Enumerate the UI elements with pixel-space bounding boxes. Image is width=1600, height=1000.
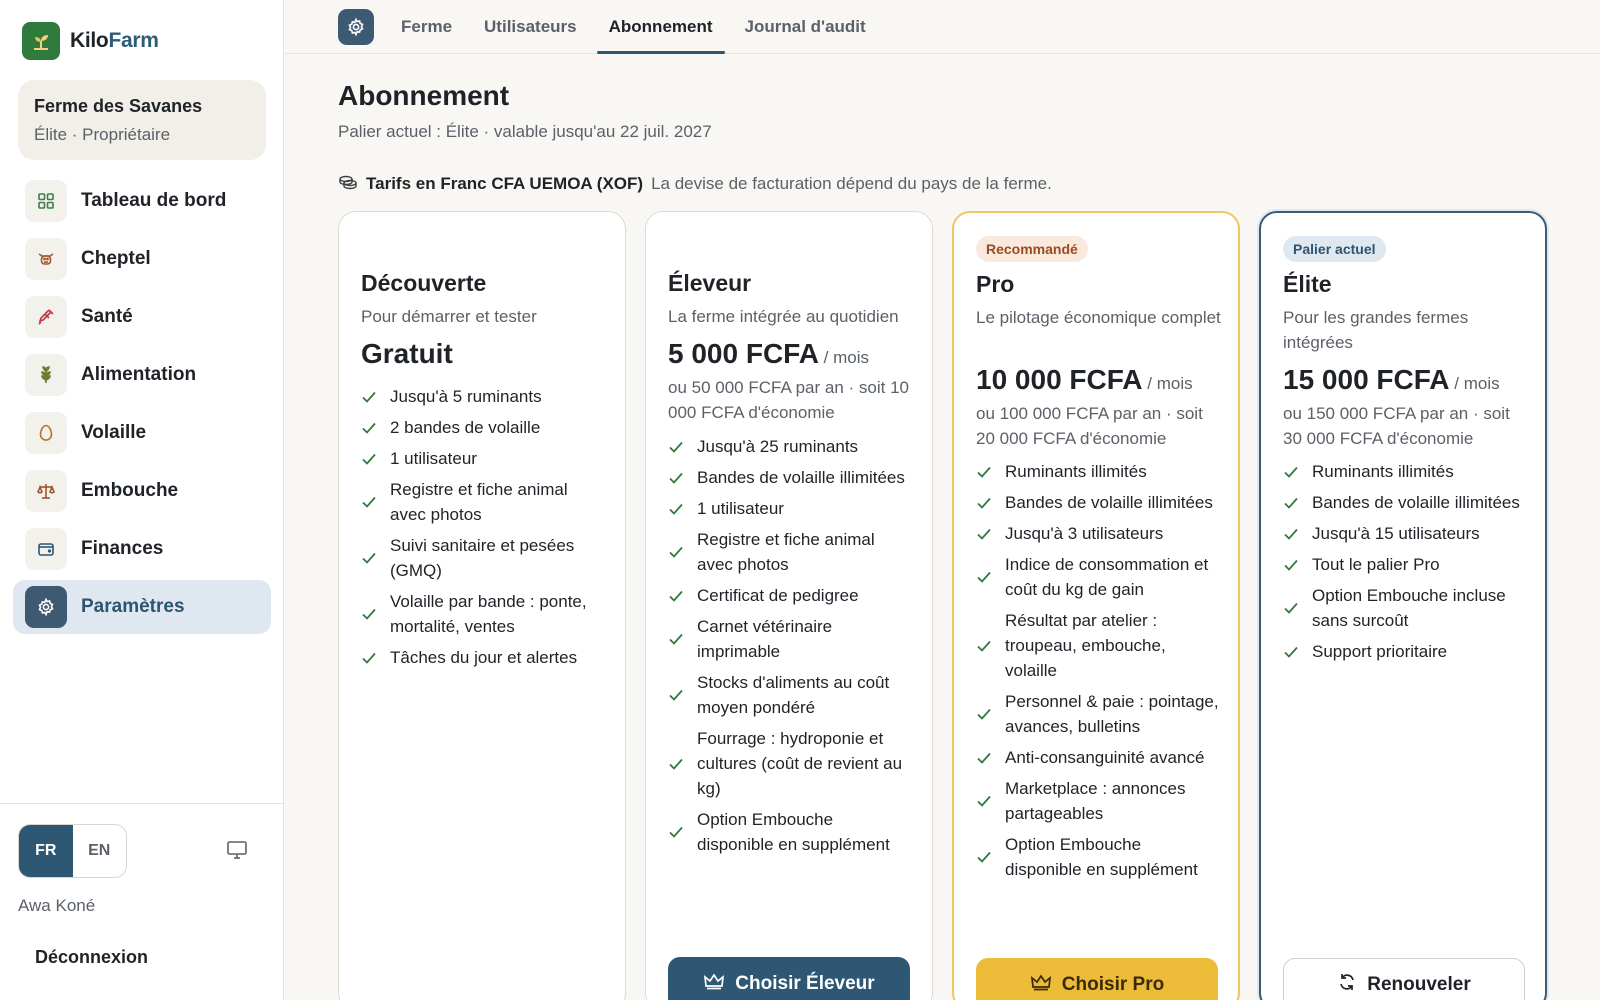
feature-item: [976, 689, 1222, 739]
feature-text: Jusqu'à 3 utilisateurs: [1005, 524, 1164, 543]
feature-item: [1283, 552, 1529, 577]
sidebar: [0, 0, 284, 1000]
currency-note: La devise de facturation dépend du pays de la ferme.: [651, 173, 1052, 193]
feature-text: 1 utilisateur: [390, 449, 477, 468]
feature-text: Suivi sanitaire et pesées (GMQ): [390, 536, 575, 580]
check-icon: [1283, 527, 1301, 541]
check-icon: [668, 471, 686, 485]
check-icon: [668, 757, 686, 771]
monitor-icon[interactable]: [226, 840, 248, 865]
feature-list: [361, 384, 607, 676]
dashboard-grid-icon: [25, 180, 67, 222]
plan-price: 10 000 FCFA / mois: [976, 364, 1193, 395]
plan-card-decouverte: [338, 211, 626, 1000]
tabs: [385, 0, 882, 54]
plan-name: Découverte: [361, 270, 487, 296]
tab-ferme[interactable]: Ferme: [401, 17, 453, 36]
check-icon: [976, 639, 994, 653]
feature-text: Stocks d'aliments au coût moyen pondéré: [697, 673, 890, 717]
sidebar-item-cheptel[interactable]: [13, 232, 271, 286]
feature-item: [668, 465, 914, 490]
cow-icon: [25, 238, 67, 280]
feature-text: Option Embouche incluse sans surcoût: [1312, 586, 1506, 630]
gear-icon: [338, 9, 374, 45]
language-switcher: [18, 824, 127, 878]
sidebar-footer: [0, 803, 284, 1000]
check-icon: [361, 607, 379, 621]
sidebar-item-label: Volaille: [81, 422, 147, 443]
feature-item: [976, 490, 1222, 515]
feature-text: Option Embouche disponible en supplément: [697, 810, 890, 854]
feature-item: [976, 552, 1222, 602]
feature-text: Ruminants illimités: [1312, 462, 1454, 481]
page-title: Abonnement: [338, 80, 510, 111]
currency-notice: [338, 172, 1052, 195]
plan-price: 15 000 FCFA / mois: [1283, 364, 1500, 395]
feature-item: [668, 726, 914, 801]
check-icon: [668, 545, 686, 559]
plan-tagline: Le pilotage économique complet: [976, 308, 1221, 327]
logout-button[interactable]: Déconnexion: [35, 947, 149, 967]
feature-item: [668, 807, 914, 857]
feature-item: [1283, 490, 1529, 515]
plan-tagline: Pour les grandes fermes intégrées: [1283, 308, 1469, 352]
check-icon: [668, 440, 686, 454]
check-icon: [668, 589, 686, 603]
feature-text: Registre et fiche animal avec photos: [390, 480, 568, 524]
feature-text: 1 utilisateur: [697, 499, 784, 518]
plan-name: Éleveur: [668, 270, 752, 296]
crown-icon: [1030, 973, 1052, 997]
wheat-icon: [25, 354, 67, 396]
user-name: Awa Koné: [18, 896, 96, 915]
current-tier-badge: Palier actuel: [1283, 236, 1386, 262]
plan-name: Élite: [1283, 271, 1332, 297]
feature-text: Indice de consommation et coût du kg de gain: [1005, 555, 1209, 599]
sidebar-item-parametres[interactable]: [13, 580, 271, 634]
feature-item: [361, 446, 607, 471]
feature-text: Jusqu'à 5 ruminants: [390, 387, 542, 406]
plan-price: 5 000 FCFA / mois: [668, 338, 870, 369]
coins-icon: [338, 172, 358, 195]
sidebar-item-label: Paramètres: [81, 596, 185, 617]
feature-text: 2 bandes de volaille: [390, 418, 541, 437]
sidebar-item-label: Finances: [81, 538, 164, 559]
sprout-logo-icon: [22, 22, 60, 60]
sidebar-item-label: Embouche: [81, 480, 179, 501]
feature-text: Bandes de volaille illimitées: [1005, 493, 1213, 512]
feature-text: Support prioritaire: [1312, 642, 1448, 661]
sidebar-item-label: Alimentation: [81, 364, 197, 385]
sidebar-item-label: Santé: [81, 306, 133, 327]
scale-icon: [25, 470, 67, 512]
feature-item: [668, 496, 914, 521]
feature-item: [976, 608, 1222, 683]
check-icon: [976, 850, 994, 864]
feature-item: [361, 415, 607, 440]
choose-eleveur-button[interactable]: Choisir Éleveur: [668, 957, 910, 1000]
sidebar-item-label: Cheptel: [81, 248, 151, 269]
feature-item: [668, 527, 914, 577]
sidebar-item-alimentation[interactable]: [13, 348, 271, 402]
feature-text: Option Embouche disponible en supplément: [1005, 835, 1198, 879]
renew-button[interactable]: Renouveler: [1283, 958, 1525, 1000]
sidebar-item-dashboard[interactable]: [13, 174, 271, 228]
sidebar-item-embouche[interactable]: [13, 464, 271, 518]
feature-item: [976, 776, 1222, 826]
gear-icon: [25, 586, 67, 628]
sidebar-item-label: Tableau de bord: [81, 190, 227, 211]
check-icon: [976, 707, 994, 721]
syringe-icon: [25, 296, 67, 338]
lang-en-button[interactable]: EN: [88, 842, 111, 859]
feature-item: [976, 521, 1222, 546]
check-icon: [668, 502, 686, 516]
lang-fr-button[interactable]: FR: [19, 825, 73, 877]
check-icon: [1283, 645, 1301, 659]
check-icon: [361, 452, 379, 466]
feature-item: [1283, 639, 1529, 664]
feature-text: Tout le palier Pro: [1312, 555, 1440, 574]
feature-text: Volaille par bande : ponte, mortalité, ventes: [390, 592, 587, 636]
check-icon: [668, 688, 686, 702]
check-icon: [1283, 465, 1301, 479]
brand[interactable]: [22, 22, 159, 60]
farm-switcher[interactable]: [18, 80, 266, 160]
egg-icon: [25, 412, 67, 454]
plan-annual-price: ou 150 000 FCFA par an · soit 30 000 FCFA d'économie: [1283, 404, 1510, 448]
feature-item: [361, 384, 607, 409]
plan-card-pro: [952, 211, 1240, 1000]
feature-item: [361, 477, 607, 527]
check-icon: [976, 570, 994, 584]
plan-tagline: Pour démarrer et tester: [361, 307, 537, 326]
feature-text: Jusqu'à 15 utilisateurs: [1312, 524, 1480, 543]
check-icon: [1283, 601, 1301, 615]
crown-icon: [703, 972, 725, 996]
feature-text: Personnel & paie : pointage, avances, bulletins: [1005, 692, 1219, 736]
feature-item: [976, 832, 1222, 882]
feature-item: [668, 583, 914, 608]
settings-tabbar: [285, 0, 1600, 54]
feature-text: Anti-consanguinité avancé: [1005, 748, 1205, 767]
farm-role: Élite · Propriétaire: [34, 125, 171, 144]
refresh-icon: [1337, 972, 1357, 998]
feature-list: [668, 434, 914, 863]
plan-price: Gratuit: [361, 338, 453, 369]
feature-item: [1283, 583, 1529, 633]
tab-utilisateurs[interactable]: Utilisateurs: [484, 17, 577, 36]
feature-text: Carnet vétérinaire imprimable: [697, 617, 833, 661]
brand-name: KiloFarm: [70, 29, 159, 52]
plan-annual-price: ou 50 000 FCFA par an · soit 10 000 FCFA d'économie: [668, 378, 909, 422]
sidebar-item-volaille[interactable]: [13, 406, 271, 460]
check-icon: [1283, 496, 1301, 510]
feature-text: Certificat de pedigree: [697, 586, 859, 605]
tab-journal-audit[interactable]: Journal d'audit: [744, 17, 866, 36]
check-icon: [361, 390, 379, 404]
feature-text: Bandes de volaille illimitées: [1312, 493, 1520, 512]
check-icon: [361, 651, 379, 665]
check-icon: [361, 495, 379, 509]
check-icon: [976, 794, 994, 808]
feature-item: [361, 645, 607, 670]
plan-name: Pro: [976, 271, 1015, 297]
feature-item: [668, 434, 914, 459]
check-icon: [976, 496, 994, 510]
feature-item: [976, 459, 1222, 484]
check-icon: [976, 527, 994, 541]
feature-item: [361, 533, 607, 583]
wallet-icon: [25, 528, 67, 570]
feature-item: [1283, 459, 1529, 484]
feature-list: [1283, 459, 1529, 670]
feature-item: [1283, 521, 1529, 546]
feature-text: Marketplace : annonces partageables: [1005, 779, 1186, 823]
feature-list: [976, 459, 1222, 888]
farm-name: Ferme des Savanes: [34, 96, 203, 116]
check-icon: [361, 551, 379, 565]
recommended-badge: Recommandé: [976, 236, 1088, 262]
feature-item: [668, 614, 914, 664]
plan-card-elite: [1259, 211, 1547, 1000]
sidebar-item-finances[interactable]: [13, 522, 271, 576]
sidebar-nav: [13, 174, 271, 638]
plan-annual-price: ou 100 000 FCFA par an · soit 20 000 FCFA d'économie: [976, 404, 1203, 448]
check-icon: [976, 465, 994, 479]
tab-abonnement[interactable]: Abonnement: [593, 0, 729, 54]
feature-item: [976, 745, 1222, 770]
feature-text: Tâches du jour et alertes: [390, 648, 578, 667]
feature-text: Bandes de volaille illimitées: [697, 468, 905, 487]
feature-text: Registre et fiche animal avec photos: [697, 530, 875, 574]
check-icon: [361, 421, 379, 435]
choose-pro-button[interactable]: Choisir Pro: [976, 958, 1218, 1000]
currency-label: Tarifs en Franc CFA UEMOA (XOF): [366, 173, 644, 193]
feature-text: Fourrage : hydroponie et cultures (coût de revient au kg): [697, 729, 903, 798]
check-icon: [976, 751, 994, 765]
check-icon: [668, 825, 686, 839]
current-tier-summary: Palier actuel : Élite · valable jusqu'au 22 juil. 2027: [338, 122, 712, 141]
feature-text: Ruminants illimités: [1005, 462, 1147, 481]
sidebar-item-sante[interactable]: [13, 290, 271, 344]
feature-text: Jusqu'à 25 ruminants: [697, 437, 859, 456]
feature-item: [361, 589, 607, 639]
feature-text: Résultat par atelier : troupeau, embouche, volaille: [1005, 611, 1166, 680]
check-icon: [1283, 558, 1301, 572]
feature-item: [668, 670, 914, 720]
plan-card-eleveur: [645, 211, 933, 1000]
plan-tagline: La ferme intégrée au quotidien: [668, 307, 899, 326]
check-icon: [668, 632, 686, 646]
